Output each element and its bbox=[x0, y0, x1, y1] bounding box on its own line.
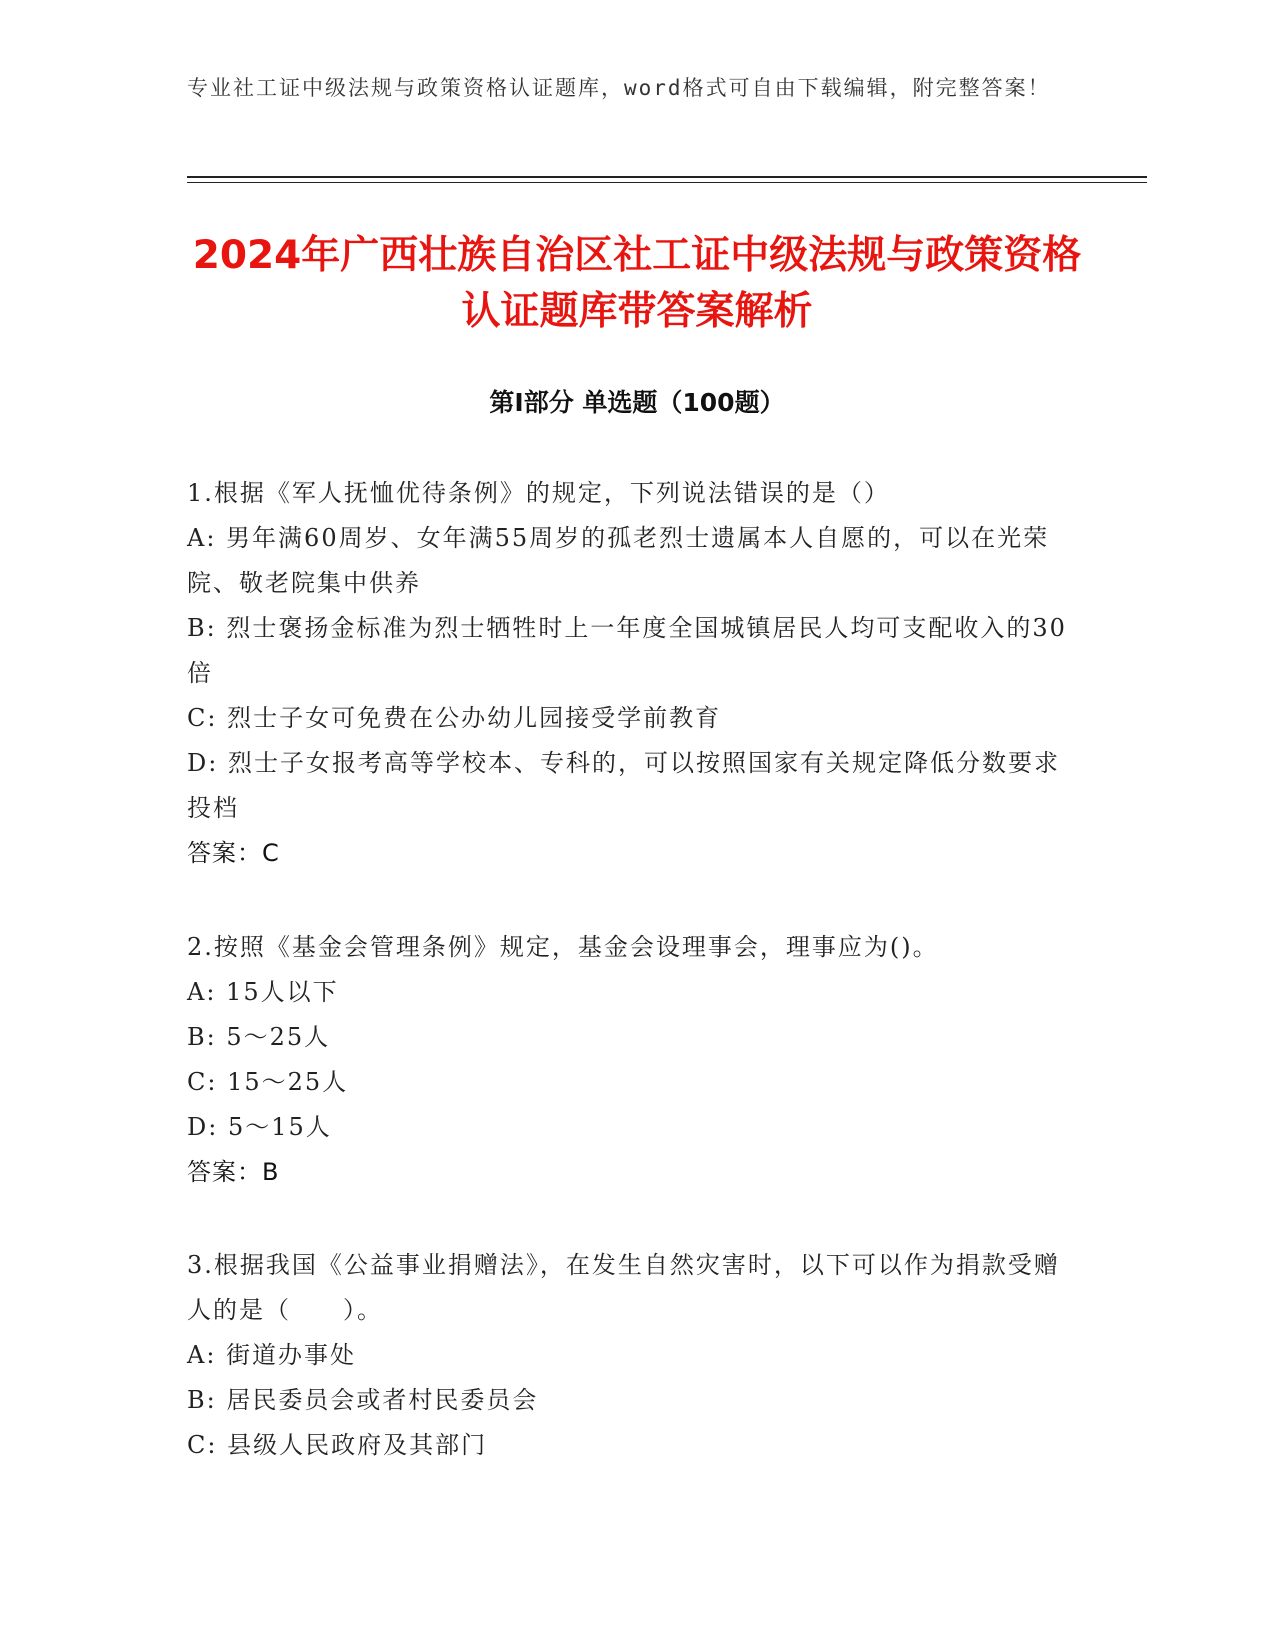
option-d: D: 烈士子女报考高等学校本、专科的，可以按照国家有关规定降低分数要求投档 bbox=[187, 749, 1060, 822]
answer-line: 答案：B bbox=[187, 1158, 280, 1186]
header-rule-thick bbox=[187, 176, 1147, 178]
header-note: 专业社工证中级法规与政策资格认证题库，word格式可自由下载编辑，附完整答案！ bbox=[187, 76, 1051, 100]
option-a: A: 男年满60周岁、女年满55周岁的孤老烈士遗属本人自愿的，可以在光荣院、敬老院集中供养 bbox=[187, 524, 1050, 597]
question-stem: 3.根据我国《公益事业捐赠法》，在发生自然灾害时，以下可以作为捐款受赠人的是（ ）。 bbox=[187, 1251, 1060, 1324]
question-1 bbox=[187, 471, 1067, 876]
option-d: D: 5～15人 bbox=[187, 1113, 332, 1141]
header-rule-thin bbox=[187, 182, 1147, 183]
question-3 bbox=[187, 1243, 1067, 1468]
option-c: C: 15～25人 bbox=[187, 1068, 349, 1096]
option-a: A: 街道办事处 bbox=[187, 1341, 357, 1369]
option-b: B: 居民委员会或者村民委员会 bbox=[187, 1386, 539, 1414]
option-c: C: 烈士子女可免费在公办幼儿园接受学前教育 bbox=[187, 704, 722, 732]
option-a: A: 15人以下 bbox=[187, 978, 339, 1006]
option-b: B: 5～25人 bbox=[187, 1023, 331, 1051]
answer-line: 答案：C bbox=[187, 839, 280, 867]
option-c: C: 县级人民政府及其部门 bbox=[187, 1431, 488, 1459]
section-heading: 第I部分 单选题（100题） bbox=[489, 388, 785, 417]
question-2 bbox=[187, 925, 1067, 1195]
question-stem: 2.按照《基金会管理条例》规定，基金会设理事会，理事应为()。 bbox=[187, 933, 939, 961]
question-stem: 1.根据《军人抚恤优待条例》的规定，下列说法错误的是（） bbox=[187, 479, 890, 507]
option-b: B: 烈士褒扬金标准为烈士牺牲时上一年度全国城镇居民人均可支配收入的30倍 bbox=[187, 614, 1067, 687]
document-title: 2024年广西壮族自治区社工证中级法规与政策资格认证题库带答案解析 bbox=[192, 233, 1082, 334]
